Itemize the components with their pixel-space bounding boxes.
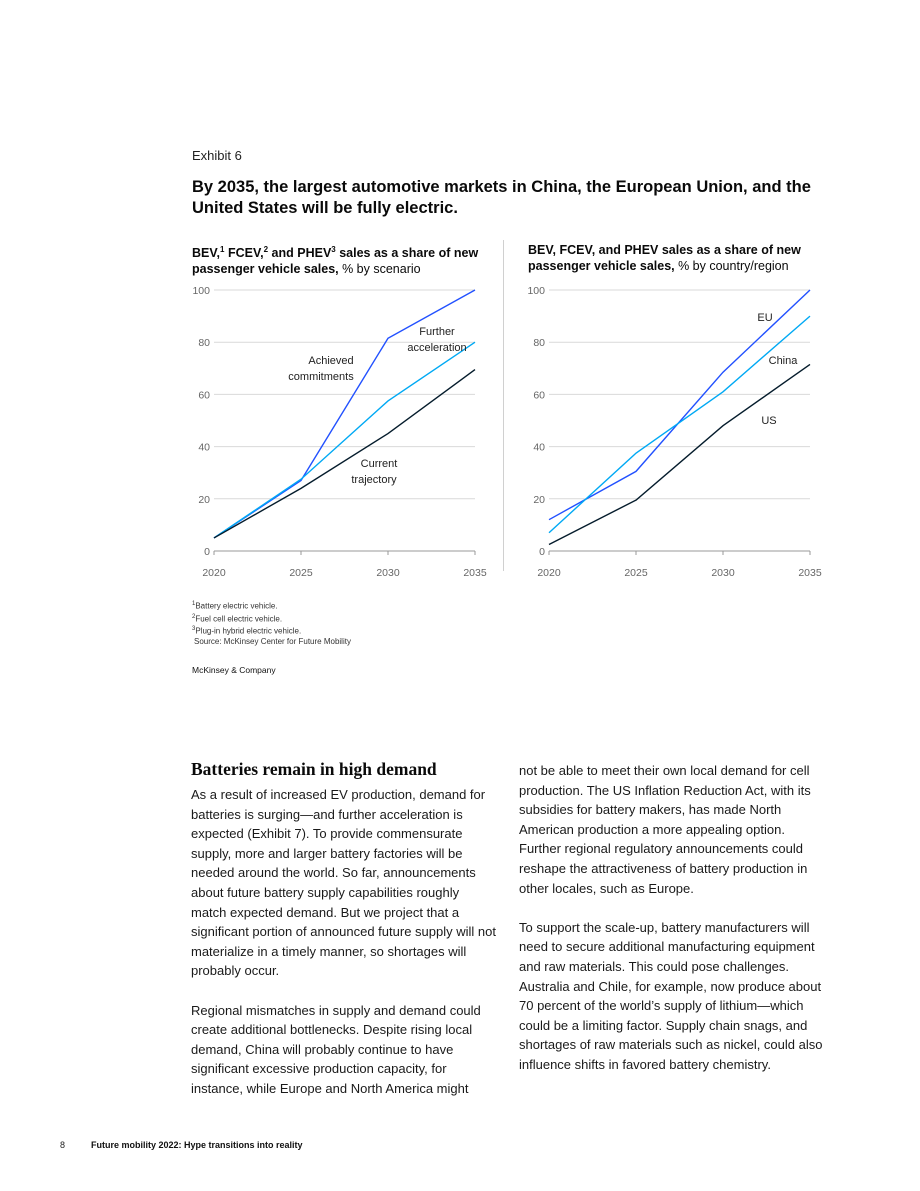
chart-2-title-main: BEV, FCEV, and PHEV sales as a share of new passenger vehicle sales, (528, 243, 801, 273)
x-tick-label: 2035 (798, 567, 822, 579)
annotation-label: trajectory (351, 474, 397, 486)
annotation-label: commitments (288, 371, 354, 383)
y-tick-label: 100 (527, 285, 545, 297)
annotation-label: Current (360, 458, 398, 470)
x-tick-label: 2020 (537, 567, 561, 579)
annotation-label: Further (419, 326, 455, 338)
y-tick-label: 80 (198, 337, 210, 350)
chart-1-title-rest: sales as a share of new passenger vehicle sales, (192, 246, 479, 277)
chart-1-title-phev: and PHEV (268, 246, 332, 261)
series-line-eu (549, 290, 810, 520)
y-tick-label: 20 (198, 493, 210, 506)
series-line-us (549, 364, 810, 544)
exhibit-label: Exhibit 6 (192, 148, 242, 163)
y-tick-label: 60 (198, 389, 210, 402)
y-tick-label: 80 (533, 337, 545, 350)
x-tick-label: 2035 (463, 567, 487, 579)
footnote-3-text: Plug-in hybrid electric vehicle. (195, 626, 302, 636)
x-tick-label: 2030 (711, 567, 735, 579)
section-heading: Batteries remain in high demand (191, 759, 437, 779)
footnote-3-number: 3 (192, 626, 196, 633)
footnote-2-number: 2 (192, 613, 196, 620)
footnote-1 (192, 599, 351, 612)
x-tick-label: 2025 (289, 567, 313, 579)
series-label: China (768, 355, 798, 367)
source-note: Source: McKinsey Center for Future Mobility (194, 636, 351, 646)
footnote-1-text: Battery electric vehicle. (195, 601, 278, 611)
footnote-3 (192, 624, 351, 637)
series-label: US (761, 415, 777, 427)
article-right-column (519, 761, 829, 1094)
annotation-label: acceleration (407, 342, 467, 354)
series-label: EU (757, 312, 773, 324)
footnote-2-text: Fuel cell electric vehicle. (195, 614, 283, 624)
article-left-column (191, 785, 497, 1118)
paragraph: To support the scale-up, battery manufacturers will need to secure additional manufacturing equipment and raw materials. This could pose challenges. Australia and Chile, for example, now produce about 70 percent of the world’s supply of lithium—which could be a limiting factor. Supply chain snags, and shortages of raw materials such as nickel, could also influence shifts in favored battery chemistry. (519, 919, 823, 1072)
x-tick-label: 2020 (202, 567, 226, 579)
y-tick-label: 60 (533, 389, 545, 402)
x-tick-label: 2030 (376, 567, 400, 579)
x-tick-label: 2025 (624, 567, 648, 579)
y-tick-label: 20 (533, 493, 545, 506)
footnote-ref-3: 3 (331, 245, 336, 254)
y-tick-label: 40 (533, 441, 545, 454)
paragraph: As a result of increased EV production, demand for batteries is surging—and further acceleration is expected (Exhibit 7). To provide commensurate supply, more and larger battery factories will be needed around the world. So far, announcements about future battery supply capabilities roughly match expected demand. But we project that a significant portion of announced future supply will not materialize in a timely manner, so shortages will probably occur. (191, 787, 496, 979)
chart-1-title-bev: BEV, (192, 246, 221, 261)
y-tick-label: 100 (192, 285, 210, 297)
footnotes (192, 599, 351, 647)
exhibit-title: By 2035, the largest automotive markets in China, the European Union, and the United States will be fully electric. (192, 178, 811, 217)
footnote-2 (192, 612, 351, 625)
footnote-1-number: 1 (192, 601, 196, 607)
chart-2-title-unit: % by country/region (674, 259, 789, 273)
footer-title: Future mobility 2022: Hype transitions into reality (91, 1140, 303, 1150)
chart-1-title-unit: % by scenario (338, 262, 421, 277)
y-tick-label: 0 (539, 546, 545, 558)
page-number: 8 (60, 1140, 66, 1150)
chart-1-title-fcev: FCEV, (224, 246, 264, 261)
y-tick-label: 0 (204, 546, 210, 558)
footnote-ref-2: 2 (263, 245, 269, 254)
brand-name: McKinsey & Company (192, 665, 276, 675)
paragraph: not be able to meet their own local demand for cell production. The US Inflation Reduction Act, with its subsidies for battery makers, has made North American production a more appealing option. Further regional regulatory announcements could reshape the attractiveness of battery production in other locales, such as Europe. (519, 763, 811, 896)
y-tick-label: 40 (198, 441, 210, 454)
paragraph: Regional mismatches in supply and demand could create additional bottlenecks. Despite rising local demand, China will probably continue to have significant excessive production capacity, for instance, while Europe and North America might (191, 1002, 481, 1096)
annotation-label: Achieved (308, 355, 354, 367)
footnote-ref-1: 1 (220, 245, 225, 254)
